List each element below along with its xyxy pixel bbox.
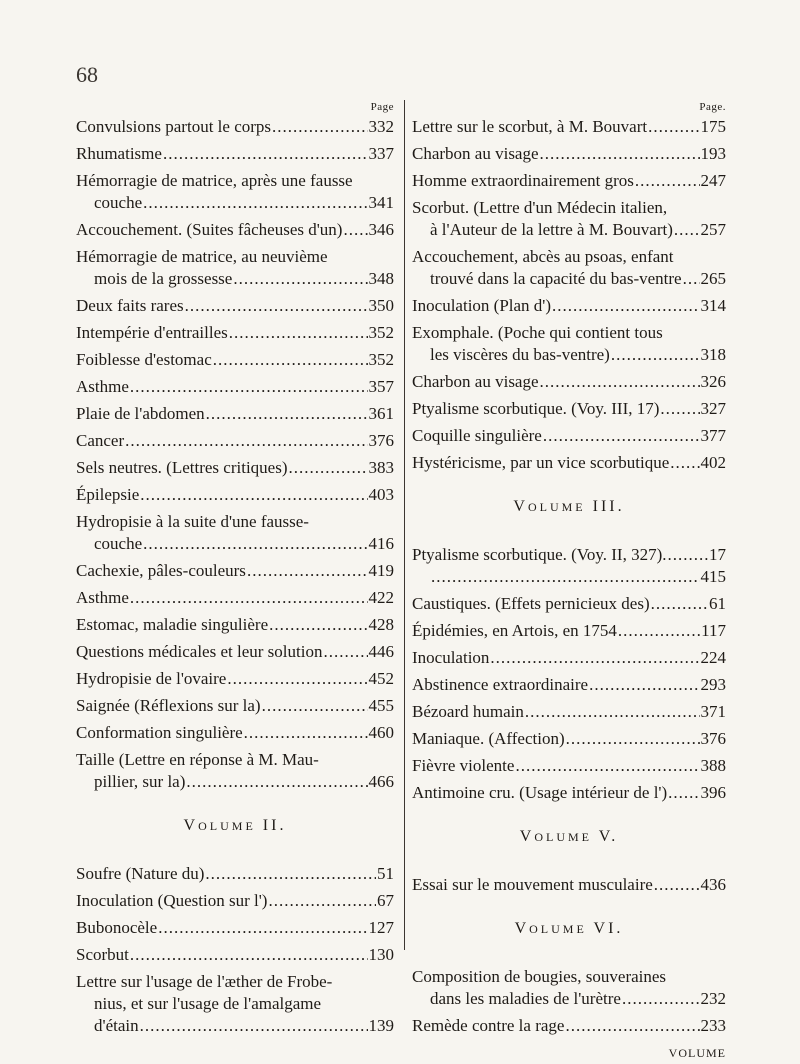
volume-heading bbox=[412, 918, 726, 940]
index-entry bbox=[76, 587, 394, 609]
entry-line bbox=[76, 376, 394, 398]
entry-line bbox=[412, 425, 726, 447]
dot-leader bbox=[589, 674, 699, 696]
entry-title: Maniaque. (Affection) bbox=[412, 729, 565, 748]
entry-line bbox=[412, 566, 726, 588]
entry-page-number: 130 bbox=[368, 945, 394, 964]
entry-page-number: 265 bbox=[700, 269, 726, 288]
entry-title: Plaie de l'abdomen bbox=[76, 404, 205, 423]
entry-title: Remède contre la rage bbox=[412, 1016, 565, 1035]
entry-page-number: 318 bbox=[700, 345, 726, 364]
entry-line bbox=[412, 544, 726, 566]
entry-page-number: 452 bbox=[368, 669, 394, 688]
entry-title: Lettre sur le scorbut, à M. Bouvart bbox=[412, 117, 648, 136]
dot-leader bbox=[140, 484, 367, 506]
entry-title: Accouchement. (Suites fâcheuses d'un) bbox=[76, 220, 343, 239]
page-number: 68 bbox=[76, 62, 98, 87]
entry-page-number: 352 bbox=[368, 323, 394, 342]
index-entry bbox=[76, 484, 394, 506]
dot-leader bbox=[525, 701, 700, 723]
entry-line bbox=[412, 116, 726, 138]
dot-leader bbox=[143, 192, 367, 214]
dot-leader bbox=[143, 533, 367, 555]
catchword: VOLUME bbox=[668, 1046, 726, 1060]
index-entry bbox=[412, 674, 726, 696]
entry-title: Intempérie d'entrailles bbox=[76, 323, 228, 342]
dot-leader bbox=[205, 863, 376, 885]
index-entry bbox=[412, 322, 726, 366]
entry-title: couche bbox=[94, 534, 143, 553]
entry-page-number: 348 bbox=[368, 269, 394, 288]
entry-title: Cachexie, pâles-couleurs bbox=[76, 561, 246, 580]
entry-page-number: 337 bbox=[368, 144, 394, 163]
dot-leader bbox=[213, 349, 368, 371]
entry-title: Coquille singulière bbox=[412, 426, 542, 445]
index-entry bbox=[412, 170, 726, 192]
entry-line bbox=[412, 674, 726, 696]
entry-title: Hydropisie à la suite d'une fausse- bbox=[76, 512, 309, 531]
entry-page-number: 61 bbox=[709, 594, 726, 613]
entry-page-number: 326 bbox=[700, 372, 726, 391]
entry-page-number: 361 bbox=[368, 404, 394, 423]
entry-line bbox=[76, 116, 394, 138]
entry-line bbox=[76, 560, 394, 582]
entry-line bbox=[76, 863, 394, 885]
entry-title: Exomphale. (Poche qui contient tous bbox=[412, 323, 663, 342]
volume-heading-word: OLUME bbox=[534, 830, 592, 844]
dot-leader bbox=[206, 403, 368, 425]
volume-heading bbox=[76, 815, 394, 837]
entry-page-number: 352 bbox=[368, 350, 394, 369]
index-entry bbox=[76, 219, 394, 241]
dot-leader bbox=[566, 728, 700, 750]
index-entry bbox=[76, 944, 394, 966]
dot-leader bbox=[668, 782, 699, 804]
column-divider bbox=[404, 100, 405, 950]
dot-leader bbox=[552, 295, 699, 317]
index-entry bbox=[76, 430, 394, 452]
entry-page-number: 376 bbox=[700, 729, 726, 748]
entry-page-number: 402 bbox=[700, 453, 726, 472]
entry-title: Homme extraordinairement gros bbox=[412, 171, 634, 190]
entry-page-number: 466 bbox=[368, 772, 394, 791]
entry-line bbox=[412, 170, 726, 192]
index-entry bbox=[412, 966, 726, 1010]
entry-page-number: 17 bbox=[709, 545, 726, 564]
dot-leader bbox=[130, 944, 368, 966]
entry-page-number: 403 bbox=[368, 485, 394, 504]
entry-title: Conformation singulière bbox=[76, 723, 243, 742]
index-entry bbox=[76, 403, 394, 425]
dot-leader bbox=[268, 890, 376, 912]
dot-leader bbox=[490, 647, 699, 669]
page-column-header: Page. bbox=[699, 101, 726, 113]
entry-line bbox=[76, 641, 394, 663]
entry-line bbox=[76, 457, 394, 479]
index-entry bbox=[76, 246, 394, 290]
index-entry bbox=[412, 425, 726, 447]
entry-line bbox=[76, 890, 394, 912]
entry-line bbox=[76, 587, 394, 609]
dot-leader bbox=[515, 755, 699, 777]
index-entry bbox=[412, 452, 726, 474]
index-entry bbox=[76, 116, 394, 138]
entry-title: Abstinence extraordinaire bbox=[412, 675, 589, 694]
volume-heading bbox=[412, 496, 726, 518]
dot-leader bbox=[648, 116, 699, 138]
entry-title: Asthme bbox=[76, 377, 129, 396]
entry-page-number: 232 bbox=[700, 989, 726, 1008]
index-entry bbox=[412, 620, 726, 642]
entry-title: Bubonocèle bbox=[76, 918, 158, 937]
entry-title: Ptyalisme scorbutique. (Voy. III, 17) bbox=[412, 399, 660, 418]
dot-leader bbox=[229, 322, 368, 344]
dot-leader bbox=[233, 268, 367, 290]
entry-line bbox=[412, 143, 726, 165]
index-entry bbox=[76, 143, 394, 165]
index-entry bbox=[76, 295, 394, 317]
entry-line bbox=[412, 371, 726, 393]
entry-line bbox=[412, 593, 726, 615]
dot-leader bbox=[343, 219, 367, 241]
entry-line bbox=[412, 452, 726, 474]
entry-title: dans les maladies de l'urètre bbox=[430, 989, 621, 1008]
index-entry bbox=[76, 917, 394, 939]
volume-heading-initial: V bbox=[513, 498, 528, 515]
entry-title: Essai sur le mouvement musculaire bbox=[412, 875, 653, 894]
entry-title: Sels neutres. (Lettres critiques) bbox=[76, 458, 288, 477]
entry-page-number: 460 bbox=[368, 723, 394, 742]
entry-title: Hystéricisme, par un vice scorbutique bbox=[412, 453, 670, 472]
page-column-header: Page bbox=[370, 101, 394, 113]
entry-title: pillier, sur la) bbox=[94, 772, 186, 791]
dot-leader bbox=[651, 593, 708, 615]
entry-title: d'étain bbox=[94, 1016, 139, 1035]
entry-title: Soufre (Nature du) bbox=[76, 864, 205, 883]
dot-leader bbox=[130, 376, 368, 398]
entry-line bbox=[76, 771, 394, 793]
entry-line bbox=[412, 647, 726, 669]
volume-heading-number: II. bbox=[262, 817, 287, 834]
entry-line bbox=[76, 533, 394, 555]
index-entry bbox=[76, 322, 394, 344]
entry-line bbox=[76, 944, 394, 966]
entry-line bbox=[76, 917, 394, 939]
dot-leader bbox=[654, 874, 700, 896]
dot-leader bbox=[611, 344, 700, 366]
entry-page-number: 383 bbox=[368, 458, 394, 477]
entry-line bbox=[76, 322, 394, 344]
entry-line bbox=[412, 782, 726, 804]
entry-page-number: 396 bbox=[700, 783, 726, 802]
dot-leader bbox=[269, 614, 367, 636]
entry-line bbox=[76, 403, 394, 425]
entry-page-number: 436 bbox=[700, 875, 726, 894]
dot-leader bbox=[323, 641, 367, 663]
entry-page-number: 346 bbox=[368, 220, 394, 239]
dot-leader bbox=[660, 398, 699, 420]
index-entry bbox=[76, 695, 394, 717]
entry-title: Bézoard humain bbox=[412, 702, 524, 721]
entry-title: Composition de bougies, souveraines bbox=[412, 967, 667, 986]
volume-6-entries bbox=[412, 966, 726, 1037]
entry-title: mois de la grossesse bbox=[94, 269, 233, 288]
dot-leader bbox=[130, 587, 368, 609]
volume-heading-number: III. bbox=[592, 498, 625, 515]
index-entry bbox=[76, 376, 394, 398]
entry-page-number: 428 bbox=[368, 615, 394, 634]
dot-leader bbox=[227, 668, 367, 690]
entry-page-number: 127 bbox=[368, 918, 394, 937]
entry-title: trouvé dans la capacité du bas-ventre bbox=[430, 269, 682, 288]
volume-heading-word: OLUME bbox=[198, 819, 256, 833]
entry-line bbox=[412, 268, 726, 290]
entry-title: Scorbut bbox=[76, 945, 129, 964]
dot-leader bbox=[670, 452, 699, 474]
entry-title: les viscères du bas-ventre) bbox=[430, 345, 610, 364]
entry-page-number: 371 bbox=[700, 702, 726, 721]
entry-line bbox=[76, 192, 394, 214]
entry-title: Taille (Lettre en réponse à M. Mau- bbox=[76, 750, 319, 769]
entry-line bbox=[76, 668, 394, 690]
left-column bbox=[76, 100, 394, 1042]
entry-title: Inoculation bbox=[412, 648, 490, 667]
entry-page-number: 117 bbox=[701, 621, 726, 640]
entry-line bbox=[412, 219, 726, 241]
index-entry bbox=[76, 614, 394, 636]
entry-title: Accouchement, abcès au psoas, enfant bbox=[412, 247, 674, 266]
dot-leader bbox=[540, 143, 700, 165]
dot-leader bbox=[140, 1015, 368, 1037]
index-entry bbox=[412, 544, 726, 588]
entry-line bbox=[76, 268, 394, 290]
entry-line bbox=[412, 988, 726, 1010]
dot-leader bbox=[543, 425, 700, 447]
entry-page-number: 350 bbox=[368, 296, 394, 315]
entry-line bbox=[412, 728, 726, 750]
entry-title: Hémorragie de matrice, au neuvième bbox=[76, 247, 328, 266]
entry-title: Cancer bbox=[76, 431, 125, 450]
entry-page-number: 67 bbox=[377, 891, 394, 910]
volume-2-entries-cont bbox=[412, 116, 726, 474]
entry-title: Inoculation (Question sur l') bbox=[76, 891, 268, 910]
entry-title: Deux faits rares bbox=[76, 296, 184, 315]
index-entry bbox=[412, 728, 726, 750]
index-entry bbox=[76, 170, 394, 214]
entry-page-number: 455 bbox=[368, 696, 394, 715]
entry-line bbox=[76, 143, 394, 165]
entry-line bbox=[412, 620, 726, 642]
entry-page-number: 139 bbox=[368, 1016, 394, 1035]
index-entry bbox=[412, 116, 726, 138]
entry-title: Estomac, maladie singulière bbox=[76, 615, 269, 634]
entry-page-number: 175 bbox=[700, 117, 726, 136]
index-entry bbox=[412, 143, 726, 165]
index-entry bbox=[76, 668, 394, 690]
dot-leader bbox=[125, 430, 367, 452]
entry-title: Ptyalisme scorbutique. (Voy. II, 327). bbox=[412, 545, 667, 564]
dot-leader bbox=[622, 988, 700, 1010]
index-entry bbox=[76, 890, 394, 912]
entry-page-number: 332 bbox=[368, 117, 394, 136]
entry-title: couche bbox=[94, 193, 143, 212]
entry-title: Charbon au visage bbox=[412, 144, 539, 163]
index-entry bbox=[412, 197, 726, 241]
entry-title: Antimoine cru. (Usage intérieur de l') bbox=[412, 783, 668, 802]
entry-title: Questions médicales et leur solution bbox=[76, 642, 323, 661]
index-entry bbox=[412, 874, 726, 896]
dot-leader bbox=[262, 695, 368, 717]
entry-line bbox=[76, 219, 394, 241]
index-entry bbox=[412, 701, 726, 723]
entry-page-number: 257 bbox=[700, 220, 726, 239]
entry-title: nius, et sur l'usage de l'amalgame bbox=[94, 994, 322, 1013]
dot-leader bbox=[431, 566, 700, 588]
dot-leader bbox=[158, 917, 367, 939]
entry-page-number: 341 bbox=[368, 193, 394, 212]
entry-line bbox=[412, 701, 726, 723]
entry-title: à l'Auteur de la lettre à M. Bouvart) bbox=[430, 220, 673, 239]
entry-line bbox=[76, 349, 394, 371]
dot-leader bbox=[565, 1015, 699, 1037]
entry-page-number: 388 bbox=[700, 756, 726, 775]
entry-title: Rhumatisme bbox=[76, 144, 162, 163]
entry-title: Épilepsie bbox=[76, 485, 140, 504]
entry-page-number: 357 bbox=[368, 377, 394, 396]
entry-title: Asthme bbox=[76, 588, 129, 607]
entry-title: Hémorragie de matrice, après une fausse bbox=[76, 171, 353, 190]
dot-leader bbox=[186, 771, 367, 793]
entry-title: Inoculation (Plan d') bbox=[412, 296, 552, 315]
entry-line bbox=[412, 295, 726, 317]
entry-page-number: 422 bbox=[368, 588, 394, 607]
dot-leader bbox=[289, 457, 368, 479]
index-entry bbox=[76, 971, 394, 1037]
right-column bbox=[412, 100, 726, 1064]
entry-line bbox=[412, 398, 726, 420]
index-entry bbox=[76, 863, 394, 885]
dot-leader bbox=[272, 116, 367, 138]
index-entry bbox=[412, 371, 726, 393]
entry-page-number: 416 bbox=[368, 534, 394, 553]
dot-leader bbox=[247, 560, 368, 582]
entry-line bbox=[76, 430, 394, 452]
volume-1-entries bbox=[76, 116, 394, 793]
volume-heading bbox=[412, 826, 726, 848]
entry-title: Foiblesse d'estomac bbox=[76, 350, 212, 369]
dot-leader bbox=[618, 620, 700, 642]
entry-page-number: 247 bbox=[700, 171, 726, 190]
volume-heading-number: V. bbox=[598, 828, 619, 845]
entry-line bbox=[412, 1015, 726, 1037]
entry-title: Épidémies, en Artois, en 1754 bbox=[412, 621, 617, 640]
index-entry bbox=[76, 641, 394, 663]
index-entry bbox=[412, 398, 726, 420]
entry-page-number: 415 bbox=[700, 567, 726, 586]
volume-heading-initial: V bbox=[183, 817, 199, 834]
index-entry bbox=[76, 349, 394, 371]
index-entry bbox=[76, 511, 394, 555]
entry-title: Charbon au visage bbox=[412, 372, 539, 391]
index-entry bbox=[412, 593, 726, 615]
entry-page-number: 377 bbox=[700, 426, 726, 445]
entry-line bbox=[76, 722, 394, 744]
entry-page-number: 51 bbox=[377, 864, 394, 883]
entry-title: Saignée (Réflexions sur la) bbox=[76, 696, 261, 715]
dot-leader bbox=[668, 544, 709, 566]
index-entry bbox=[412, 647, 726, 669]
volume-heading-number: VI. bbox=[593, 920, 624, 937]
entry-page-number: 293 bbox=[700, 675, 726, 694]
index-entry bbox=[76, 560, 394, 582]
entry-line bbox=[412, 344, 726, 366]
entry-line bbox=[412, 874, 726, 896]
index-entry bbox=[412, 755, 726, 777]
entry-page-number: 233 bbox=[700, 1016, 726, 1035]
volume-heading-word: OLUME bbox=[529, 922, 587, 936]
entry-title: Fièvre violente bbox=[412, 756, 515, 775]
entry-title: Hydropisie de l'ovaire bbox=[76, 669, 227, 688]
index-entry bbox=[412, 246, 726, 290]
entry-page-number: 446 bbox=[368, 642, 394, 661]
dot-leader bbox=[683, 268, 700, 290]
dot-leader bbox=[674, 219, 700, 241]
index-entry bbox=[76, 457, 394, 479]
entry-page-number: 327 bbox=[700, 399, 726, 418]
index-entry bbox=[412, 782, 726, 804]
index-entry bbox=[76, 722, 394, 744]
entry-line bbox=[76, 1015, 394, 1037]
entry-title: Lettre sur l'usage de l'æther de Frobe- bbox=[76, 972, 333, 991]
index-entry bbox=[76, 749, 394, 793]
dot-leader bbox=[185, 295, 368, 317]
entry-page-number: 224 bbox=[700, 648, 726, 667]
dot-leader bbox=[163, 143, 368, 165]
index-entry bbox=[412, 295, 726, 317]
volume-2-entries bbox=[76, 863, 394, 1037]
entry-page-number: 419 bbox=[368, 561, 394, 580]
entry-title: Convulsions partout le corps bbox=[76, 117, 272, 136]
entry-page-number: 193 bbox=[700, 144, 726, 163]
entry-title: Caustiques. (Effets pernicieux des) bbox=[412, 594, 650, 613]
volume-heading-initial: V bbox=[514, 920, 530, 937]
volume-heading-word: OLUME bbox=[527, 500, 586, 514]
entry-line bbox=[76, 695, 394, 717]
dot-leader bbox=[540, 371, 700, 393]
entry-page-number: 376 bbox=[368, 431, 394, 450]
entry-line bbox=[76, 484, 394, 506]
volume-3-entries bbox=[412, 544, 726, 804]
volume-5-entries bbox=[412, 874, 726, 896]
volume-heading-initial: V bbox=[519, 828, 535, 845]
dot-leader bbox=[244, 722, 368, 744]
entry-line bbox=[412, 755, 726, 777]
entry-page-number: 314 bbox=[700, 296, 726, 315]
entry-line bbox=[76, 295, 394, 317]
entry-title: Scorbut. (Lettre d'un Médecin italien, bbox=[412, 198, 668, 217]
dot-leader bbox=[635, 170, 700, 192]
entry-line bbox=[76, 614, 394, 636]
index-entry bbox=[412, 1015, 726, 1037]
